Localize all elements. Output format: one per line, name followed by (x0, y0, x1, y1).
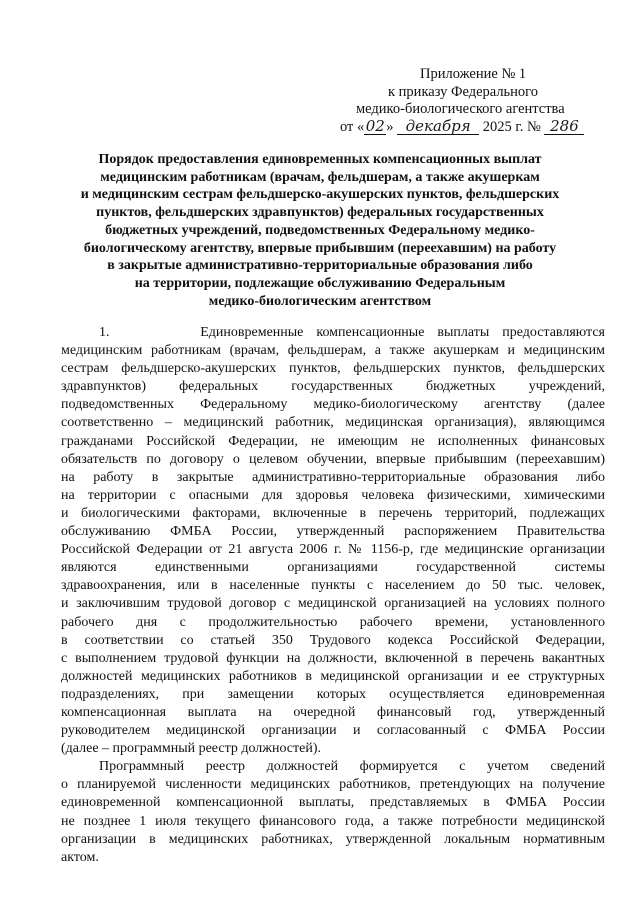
handwritten-order-number: 286 (544, 119, 584, 135)
body-line: здравоохранения, или в населенные пункты с населением до 50 тыс. человек, (61, 578, 605, 594)
body-line: медицинским работникам (врачам, фельдшерам, а также акушеркам и медицинским (61, 343, 605, 359)
title-line: в закрытые административно-территориальные образования либо (107, 258, 533, 274)
paragraph-2 (61, 758, 605, 867)
title-line: пунктов, фельдшерских здравпунктов) федеральных государственных (96, 205, 544, 221)
title-line: медицинским работникам (врачам, фельдшерам, а также акушеркам (100, 169, 540, 185)
body-line: соответственно – медицинский работник, медицинская организация), являющимся (61, 415, 605, 431)
body-line: подразделениях, при замещении которых осуществляется единовременная (61, 686, 605, 702)
body-line: 1. Единовременные компенсационные выплаты предоставляются (99, 325, 605, 340)
body-line: должностей медицинских работников в медицинской организации и ее структурных (61, 668, 605, 684)
body-line: компенсационная выплата на очередной финансовый год, утвержденный (61, 704, 605, 720)
body-line: на территории с опасными для здоровья человека физическими, химическими (61, 487, 605, 503)
body-line: являются единственными организациями государственной системы (61, 560, 605, 576)
appendix-title: Приложение № 1 (420, 66, 527, 82)
appendix-order-ref: к приказу Федерального (388, 83, 539, 100)
body-line: на работу в закрытые административно-территориальные образования либо (61, 469, 605, 485)
body-line: (далее – программный реестр должностей). (61, 741, 322, 757)
appendix-date-line (340, 116, 590, 137)
body-line: в соответствии со статьей 350 Трудового кодекса Российской Федерации, (61, 632, 605, 648)
body-line: и заключившим трудовой договор с медицинской организацией на условиях полного (61, 596, 605, 612)
body-line: о планируемой численности медицинских работников, претендующих на получение (61, 777, 605, 793)
appendix-agency: медико-биологического агентства (356, 101, 565, 117)
body-line: гражданами Российской Федерации, не имеющим не исполненных финансовых (61, 433, 605, 449)
body-line: Российской Федерации от 21 августа 2006 г. № 1156-р, где медицинские организации (61, 542, 605, 558)
body-line: здравпунктов) федеральных государственных бюджетных учреждений, (61, 379, 605, 395)
body-line: обслуживанию ФМБА России, утвержденный распоряжением Правительства (61, 524, 605, 540)
body-line: подведомственных Федеральному медико-биологическому агентству (далее (61, 397, 605, 413)
body-line: не позднее 1 июля текущего финансового года, а также потребности медицинской (61, 813, 605, 829)
body-line: единовременной компенсационной выплаты, представляемых в ФМБА России (61, 795, 605, 811)
close-quote: » (386, 118, 394, 135)
title-line: Порядок предоставления единовременных компенсационных выплат (98, 152, 542, 167)
title-line: и медицинским сестрам фельдшерско-акушерских пунктов, фельдшерских (80, 187, 560, 203)
body-line: рабочего дня с продолжительностью рабочего времени, установленного (61, 614, 605, 630)
body-line: актом. (61, 849, 99, 865)
body-line: обязательств по договору о целевом обучении, впервые прибывшим (переехавшим) (61, 451, 605, 467)
body-line: организации в медицинских работниках, утвержденной локальным нормативным (61, 831, 605, 847)
title-line: бюджетных учреждений, подведомственных Федеральному медико- (105, 222, 535, 238)
body-line: руководителем медицинской организации и согласованный с ФМБА России (61, 723, 605, 739)
title-line: биологическому агентству, впервые прибывшим (переехавшим) на работу (83, 240, 557, 256)
paragraph-1 (61, 324, 605, 758)
title-line: медико-биологическим агентством (208, 293, 432, 309)
year-label: 2025 г. № (482, 118, 541, 135)
document-body (61, 324, 605, 867)
handwritten-month: декабря (397, 119, 479, 135)
body-line: и биологическими факторами, включенные в перечень территорий, подлежащих (61, 505, 605, 521)
body-line: с выполнением трудовой функции на должности, включенной в перечень вакантных (61, 650, 605, 666)
document-title (60, 151, 580, 310)
body-line: сестрам фельдшерско-акушерских пунктов, фельдшерских пунктов, фельдшерских (61, 361, 605, 377)
title-line: на территории, подлежащие обслуживанию Федеральным (134, 275, 506, 291)
from-label: от « (340, 118, 365, 135)
body-line: Программный реестр должностей формируется с учетом сведений (99, 759, 605, 775)
handwritten-day: 02 (365, 116, 385, 135)
appendix-header (340, 66, 590, 136)
